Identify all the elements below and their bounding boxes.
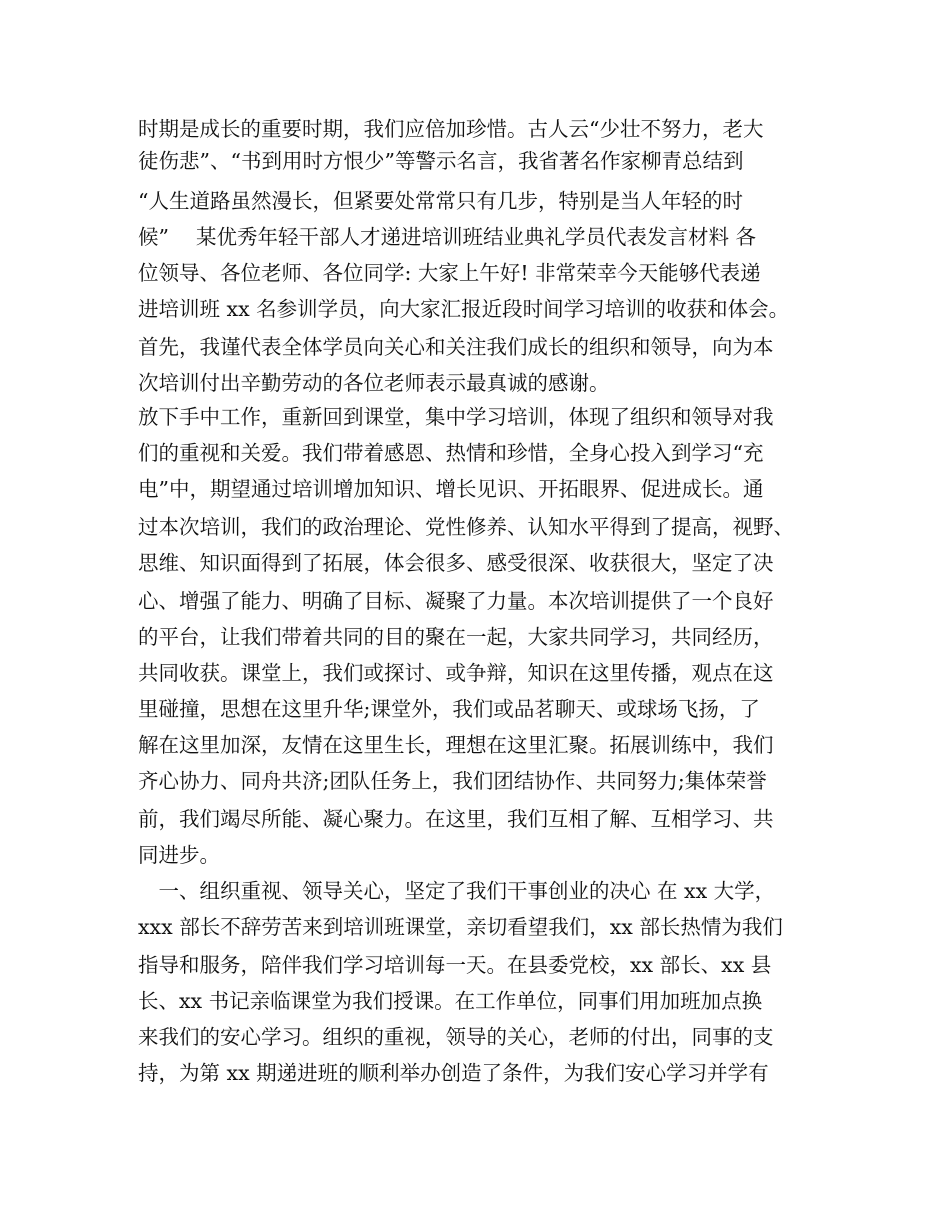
body-text-line: 前，我们竭尽所能、凝心聚力。在这里，我们互相了解、互相学习、共	[138, 807, 774, 831]
body-text-line: 次培训付出辛勤劳动的各位老师表示最真诚的感谢。	[138, 371, 610, 395]
body-text-line: xxx 部长不辞劳苦来到培训班课堂，亲切看望我们，xx 部长热情为我们	[138, 915, 783, 939]
body-text-line: 进培训班 xx 名参训学员，向大家汇报近段时间学习培训的收获和体会。	[138, 297, 790, 321]
body-text-line: 心、增强了能力、明确了目标、凝聚了力量。本次培训提供了一个良好	[138, 589, 774, 613]
body-text-line: 齐心协力、同舟共济;团队任务上，我们团结协作、共同努力;集体荣誉	[138, 769, 767, 793]
body-text-line: 持，为第 xx 期递进班的顺利举办创造了条件，为我们安心学习并学有	[138, 1061, 769, 1085]
body-text-line: 时期是成长的重要时期，我们应倍加珍惜。古人云“少壮不努力，老大	[138, 117, 764, 141]
body-text-line: 放下手中工作，重新回到课堂，集中学习培训，体现了组织和领导对我	[138, 405, 774, 429]
body-text-line: 徒伤悲”、“书到用时方恨少”等警示名言，我省著名作家柳青总结到	[138, 149, 744, 173]
body-text-line: 们的重视和关爱。我们带着感恩、热情和珍惜，全身心投入到学习“充	[138, 441, 764, 465]
body-text-line: 首先，我谨代表全体学员向关心和关注我们成长的组织和领导，向为本	[138, 335, 774, 359]
body-text-line: 过本次培训，我们的政治理论、党性修养、认知水平得到了提高，视野、	[138, 515, 794, 539]
body-text-line: 位领导、各位老师、各位同学: 大家上午好! 非常荣幸今天能够代表递	[138, 261, 761, 285]
body-text-line: 里碰撞，思想在这里升华;课堂外，我们或品茗聊天、或球场飞扬，了	[138, 697, 760, 721]
body-text-line: “人生道路虽然漫长，但紧要处常常只有几步，特别是当人年轻的时	[138, 189, 743, 213]
body-text-line: 共同收获。课堂上，我们或探讨、或争辩，知识在这里传播，观点在这	[138, 661, 774, 685]
body-text-line: 电”中，期望通过培训增加知识、增长见识、开拓眼界、促进成长。通	[138, 477, 764, 501]
body-text-line: 的平台，让我们带着共同的目的聚在一起，大家共同学习，共同经历，	[138, 625, 774, 649]
body-text-line: 指导和服务，陪伴我们学习培训每一天。在县委党校，xx 部长、xx 县	[138, 953, 772, 977]
section-heading-line: 一、组织重视、领导关心，坚定了我们干事创业的决心 在 xx 大学，	[138, 879, 776, 903]
body-text-line: 长、xx 书记亲临课堂为我们授课。在工作单位，同事们用加班加点换	[138, 989, 763, 1013]
body-text-line: 来我们的安心学习。组织的重视，领导的关心，老师的付出，同事的支	[138, 1025, 774, 1049]
body-text-line: 思维、知识面得到了拓展，体会很多、感受很深、收获很大，坚定了决	[138, 551, 774, 575]
body-text-line: 候” 某优秀年轻干部人才递进培训班结业典礼学员代表发言材料 各	[138, 225, 757, 249]
body-text-line: 同进步。	[138, 843, 220, 867]
body-text-line: 解在这里加深，友情在这里生长，理想在这里汇聚。拓展训练中，我们	[138, 733, 774, 757]
